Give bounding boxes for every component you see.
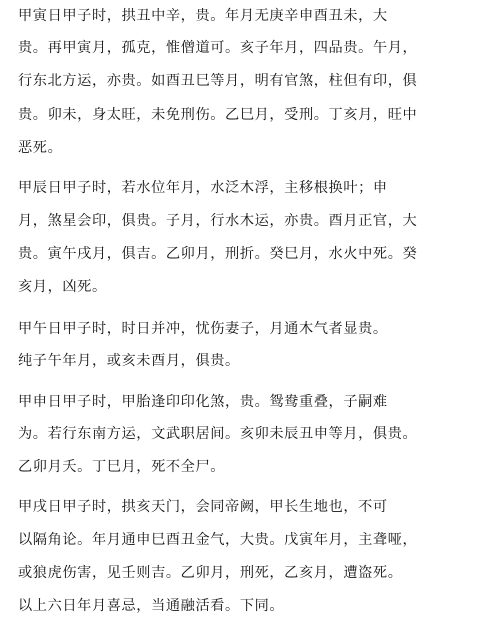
- text-line-13: 为。若行东南方运，文武职居间。亥卯未辰丑申等月，俱贵。: [18, 426, 418, 442]
- text-line-17: 或狼虎伤害，见壬则吉。乙卯月，刑死，乙亥月，遭盗死。: [18, 565, 403, 581]
- text-line-11: 纯子午年月，或亥未酉月，俱贵。: [18, 353, 240, 369]
- text-line-10: 甲午日甲子时，时日并冲，忧伤妻子，月通木气者显贵。: [18, 321, 388, 337]
- text-line-16: 以隔角论。年月通申巳酉丑金气，大贵。戊寅年月，主聋哑，: [18, 532, 418, 548]
- text-line-1: 甲寅日甲子时，拱丑中辛，贵。年月无庚辛申酉丑未，大: [18, 8, 388, 24]
- text-line-5: 恶死。: [18, 140, 63, 156]
- text-line-12: 甲申日甲子时，甲胎逢印印化煞，贵。鸳鸯重叠，子嗣难: [18, 394, 388, 410]
- text-line-15: 甲戌日甲子时，拱亥天门，会同帝阙，甲长生地也，不可: [18, 499, 388, 515]
- text-line-18: 以上六日年月喜忌，当通融活看。下同。: [18, 598, 285, 614]
- text-line-2: 贵。再甲寅月，孤克，惟僧道可。亥子年月，四品贵。午月，: [18, 40, 418, 56]
- text-line-14: 乙卯月夭。丁巳月，死不全尸。: [18, 459, 226, 475]
- text-line-4: 贵。卯未，身太旺，未免刑伤。乙巳月，受刑。丁亥月，旺中: [18, 107, 418, 123]
- text-line-9: 亥月，凶死。: [18, 279, 107, 295]
- text-line-7: 月，煞星会印，俱贵。子月，行水木运，亦贵。酉月正官，大: [18, 213, 418, 229]
- text-line-6: 甲辰日甲子时，若水位年月，水泛木浮，主移根换叶；申: [18, 180, 388, 196]
- text-line-8: 贵。寅午戌月，俱吉。乙卯月，刑折。癸巳月，水火中死。癸: [18, 246, 418, 262]
- text-line-3: 行东北方运，亦贵。如酉丑巳等月，明有官煞，柱但有印，俱: [18, 73, 418, 89]
